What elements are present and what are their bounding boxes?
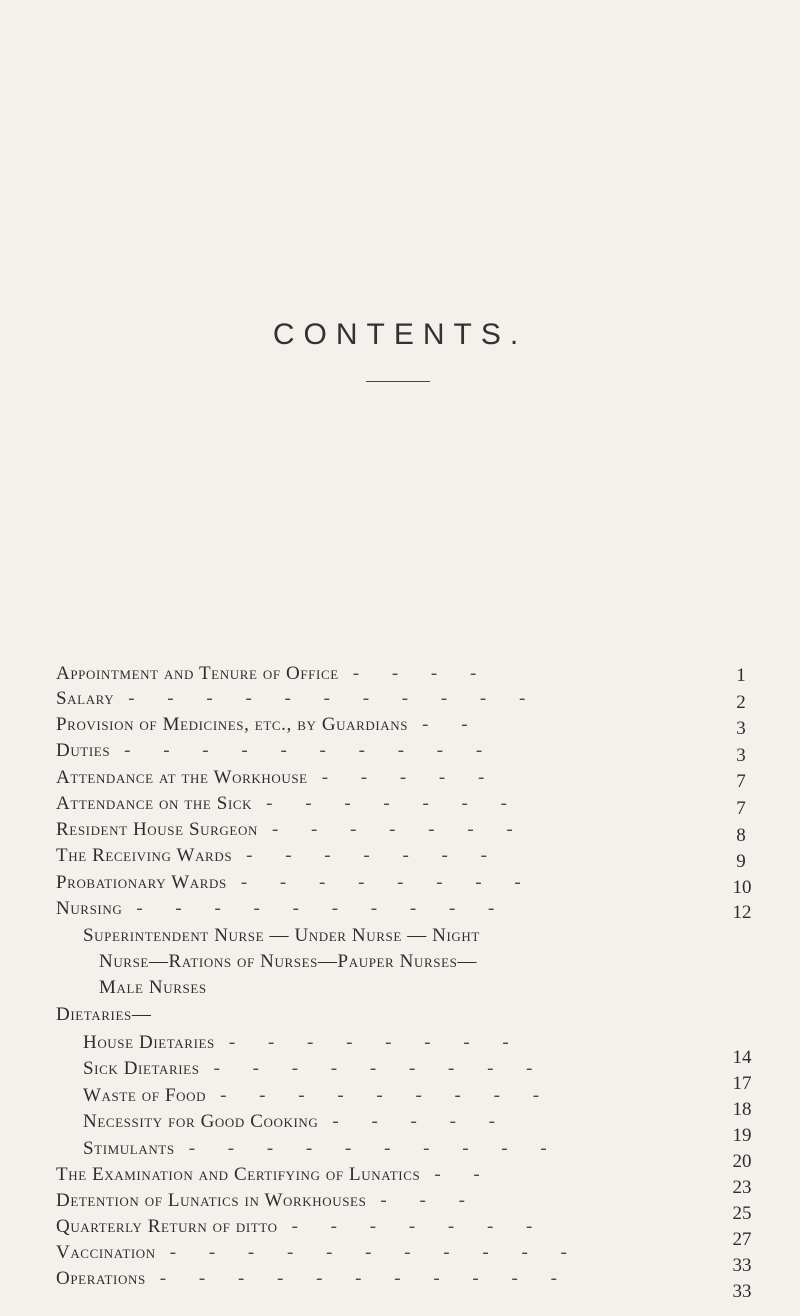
toc-page-provision: 3 — [736, 718, 746, 739]
toc-entry-lunatics-detention: Detention of Lunatics in Workhouses - - - — [56, 1190, 479, 1211]
toc-entry-duties: Duties - - - - - - - - - - — [56, 740, 497, 761]
toc-page-nursing: 12 — [732, 902, 752, 923]
toc-entry-provision: Provision of Medicines, etc., by Guardians - - — [56, 714, 482, 735]
toc-entry-probationary-wards: Probationary Wards - - - - - - - - — [56, 872, 535, 893]
toc-entry-good-cooking: Necessity for Good Cooking - - - - - — [83, 1111, 510, 1132]
toc-page-receiving-wards: 9 — [736, 851, 746, 872]
toc-entry-attendance-sick: Attendance on the Sick - - - - - - - — [56, 793, 521, 814]
toc-entry-sick-dietaries: Sick Dietaries - - - - - - - - - — [83, 1058, 547, 1079]
toc-entry-resident-surgeon: Resident House Surgeon - - - - - - - — [56, 819, 527, 840]
toc-page-appointment: 1 — [736, 665, 746, 686]
toc-subentry-nursing-line-1: Superintendent Nurse — Under Nurse — Night — [83, 925, 480, 946]
toc-page-duties: 3 — [736, 745, 746, 766]
toc-entry-nursing: Nursing - - - - - - - - - - — [56, 898, 509, 919]
toc-subentry-nursing-line-2: Nurse—Rations of Nurses—Pauper Nurses— — [99, 951, 478, 972]
toc-page-salary: 2 — [736, 692, 746, 713]
toc-page-resident-surgeon: 8 — [736, 825, 746, 846]
toc-entry-dietaries: Dietaries— — [56, 1004, 152, 1025]
toc-entry-house-dietaries: House Dietaries - - - - - - - - — [83, 1032, 523, 1053]
toc-page-operations: 33 — [732, 1281, 752, 1302]
toc-page-waste-of-food: 18 — [732, 1099, 752, 1120]
toc-entry-operations: Operations - - - - - - - - - - - — [56, 1268, 571, 1289]
toc-entry-waste-of-food: Waste of Food - - - - - - - - - — [83, 1085, 554, 1106]
toc-page-lunatics-examination: 23 — [732, 1177, 752, 1198]
toc-entry-receiving-wards: The Receiving Wards - - - - - - - — [56, 845, 501, 866]
toc-page-lunatics-detention: 25 — [732, 1203, 752, 1224]
toc-page-quarterly-return: 27 — [732, 1229, 752, 1250]
toc-page-attendance-sick: 7 — [736, 798, 746, 819]
toc-subentry-nursing-line-3: Male Nurses — [99, 977, 207, 998]
toc-page-vaccination: 33 — [732, 1255, 752, 1276]
toc-entry-appointment: Appointment and Tenure of Office - - - - — [56, 663, 491, 684]
toc-entry-attendance-workhouse: Attendance at the Workhouse - - - - - — [56, 767, 499, 788]
toc-page-probationary-wards: 10 — [732, 877, 752, 898]
toc-entry-salary: Salary - - - - - - - - - - - — [56, 688, 540, 709]
toc-page-attendance-workhouse: 7 — [736, 771, 746, 792]
toc-entry-vaccination: Vaccination - - - - - - - - - - - — [56, 1242, 581, 1263]
toc-page-house-dietaries: 14 — [732, 1047, 752, 1068]
toc-entry-stimulants: Stimulants - - - - - - - - - - — [83, 1138, 561, 1159]
page-title: CONTENTS. — [272, 318, 528, 351]
toc-page-good-cooking: 19 — [732, 1125, 752, 1146]
toc-page-sick-dietaries: 17 — [732, 1073, 752, 1094]
toc-page-stimulants: 20 — [732, 1151, 752, 1172]
toc-entry-lunatics-examination: The Examination and Certifying of Lunatics - - — [56, 1164, 494, 1185]
toc-entry-quarterly-return: Quarterly Return of ditto - - - - - - - — [56, 1216, 547, 1237]
